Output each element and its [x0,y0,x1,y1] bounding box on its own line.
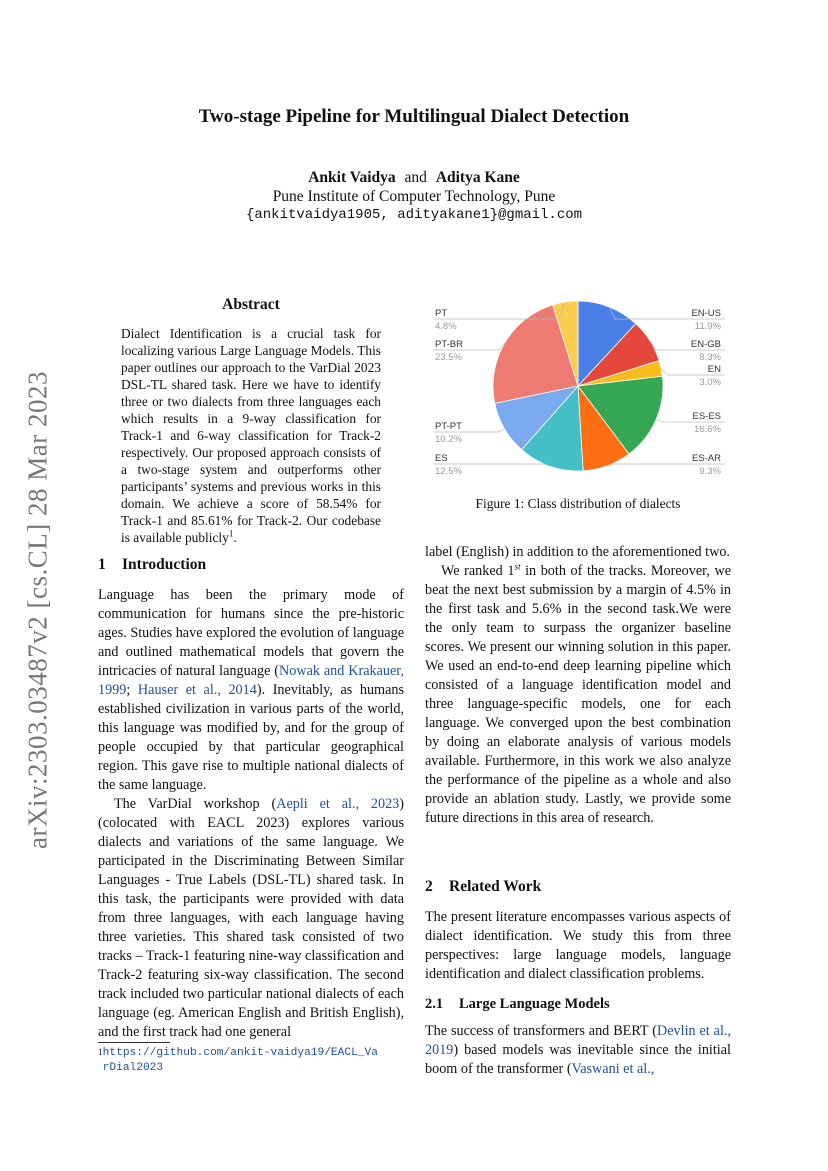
pie-percent-label: 12.5% [435,466,462,477]
pie-label: ES [435,453,448,464]
pie-percent-label: 23.5% [435,352,462,363]
paragraph: label (English) in addition to the aforementioned two. [425,544,730,560]
superscript: st [514,561,521,572]
subsection-heading-llm [425,996,731,1013]
pie-percent-label: 11.9% [694,321,721,332]
subsection-number: 2.1 [425,996,444,1012]
author-name: Aditya Kane [435,169,520,186]
related-work-text [425,908,731,984]
pie-percent-label: 8.3% [699,352,721,363]
abstract-heading: Abstract [222,296,280,313]
text-run: ) (colocated with EACL 2023) explores various dialects and variations of the same language. We participated in the Discriminating Between Similar Languages - True Labels (DSL-TL) shared task. In this task, the participants were provided with data from three languages, with each language having three varieties. This shared task consisted of two tracks – Track-1 featuring nine-way classification and Track-2 featuring six-way classification. The second track included two particular national dialects of each language (eg. American English and British English), and the first track had one general [98,796,404,1040]
paragraph [98,795,404,1042]
author-email: {ankitvaidya1905, adityakane1}@gmail.com [245,207,583,223]
section-heading-introduction [98,556,404,574]
paper-title: Two-stage Pipeline for Multilingual Dialect Detection [198,106,630,127]
section-number: 2 [425,878,433,895]
text-run: ). Inevitably, as humans established civilization in various parts of the world, this language was modified by, and for the group of people occupied by that particular geographical region. This gave rise to multiple national dialects of the same language. [98,682,404,793]
pie-label: EN [707,364,721,375]
citation-link[interactable]: Hauser et al., 2014 [137,682,257,698]
arxiv-id: arXiv:2303.03487v2 [cs.CL] 28 Mar 2023 [22,371,53,849]
citation-link[interactable]: Nowak and Krakauer, 1999 [98,663,404,698]
paragraph [425,1022,731,1079]
text-run: ) based models was inevitable since the initial boom of the transformer ( [425,1042,731,1077]
paragraph: The present literature encompasses various aspects of dialect identification. We study this from three perspectives: large language models, language identification and dialect classification problems. [425,909,731,982]
paragraph [98,586,404,795]
text-run: The success of transformers and BERT ( [425,1023,657,1039]
text-run: The VarDial workshop ( [114,796,277,812]
text-run: ; [126,682,138,698]
citation-link[interactable]: Devlin et al., 2019 [425,1023,732,1058]
abstract-body: Dialect Identification is a crucial task for localizing various Large Language Models. This paper outlines our approach to the VarDial 2023 DSL-TL shared task. Here we have to identify three or two dialects from three languages each which results in a 9-way classification for Track-1 and 6-way classification for Track-2 respectively. Our proposed approach consists of a two-stage system and outperforms other participants’ systems and previous works in this domain. We achieve a score of 58.54% for Track-1 and 85.61% for Track-2. Our codebase is available publicly [121,326,381,545]
pie-slices [493,301,663,471]
author-name: Ankit Vaidya [308,169,396,186]
pie-label: PT-PT [435,421,462,432]
footnote [98,1046,383,1076]
abstract-end: . [233,530,237,545]
introduction-left-column [98,586,404,1042]
footnote-number: 1 [98,1048,103,1058]
paragraph [425,562,731,828]
author-block [0,168,828,225]
subsection-title: Large Language Models [459,996,610,1012]
author-line [0,168,828,187]
citation-link[interactable]: Vaswani et al., [571,1061,655,1077]
pie-percent-label: 10.2% [435,434,462,445]
pie-label: ES-AR [691,453,721,464]
affiliation: Pune Institute of Computer Technology, Pune [272,188,556,205]
pie-label: EN-GB [690,339,721,350]
footnote-rule [98,1042,170,1043]
pie-percent-label: 3.0% [699,377,721,388]
text-run: Language has been the primary mode of communication for humans since the pre-historic ages. Studies have explored the evolution of language and outlined mathematical models that govern the intricacies of natural language ( [98,587,404,679]
text-run: in both of the tracks. Moreover, we beat the next best submission by a margin of 4.5% in the first task and 5.6% in the second task.We were the only team to surpass the organizer baseline scores. We present our winning solution in this paper. We used an end-to-end deep learning pipeline which consisted of a language identification model and three language-specific models, one for each language. We converged upon the best combination by doing an elaborate analysis of various models available. Furthermore, in this work we also analyze the performance of the pipeline as a whole and also provide an ablation study. Lastly, we provide some future directions in this area of research. [425,563,731,826]
arxiv-stamp [18,360,58,860]
llm-text [425,1022,731,1079]
section-title: Introduction [122,556,207,573]
section-title: Related Work [449,878,542,895]
pie-label: PT [435,308,448,319]
citation-link[interactable]: Aepli et al., 2023 [276,796,400,812]
abstract-text [121,325,381,546]
footnote-marker[interactable]: 1 [228,528,234,539]
pie-percent-label: 16.6% [694,424,721,435]
pie-label: PT-BR [435,339,463,350]
author-conjunction: and [404,169,427,186]
text-run: We ranked 1 [441,563,515,579]
figure-caption: Figure 1: Class distribution of dialects [475,496,681,511]
pie-chart [425,298,731,484]
pie-percent-label: 9.3% [699,466,721,477]
pie-label: ES-ES [692,411,721,422]
pie-label: EN-US [691,308,721,319]
section-number: 1 [98,556,106,573]
footnote-url-link[interactable]: https://github.com/ankit-vaidya19/EACL_VarDial2023 [102,1047,378,1074]
pie-percent-label: 4.8% [435,321,457,332]
introduction-right-column [425,543,731,828]
section-heading-related-work [425,878,731,896]
